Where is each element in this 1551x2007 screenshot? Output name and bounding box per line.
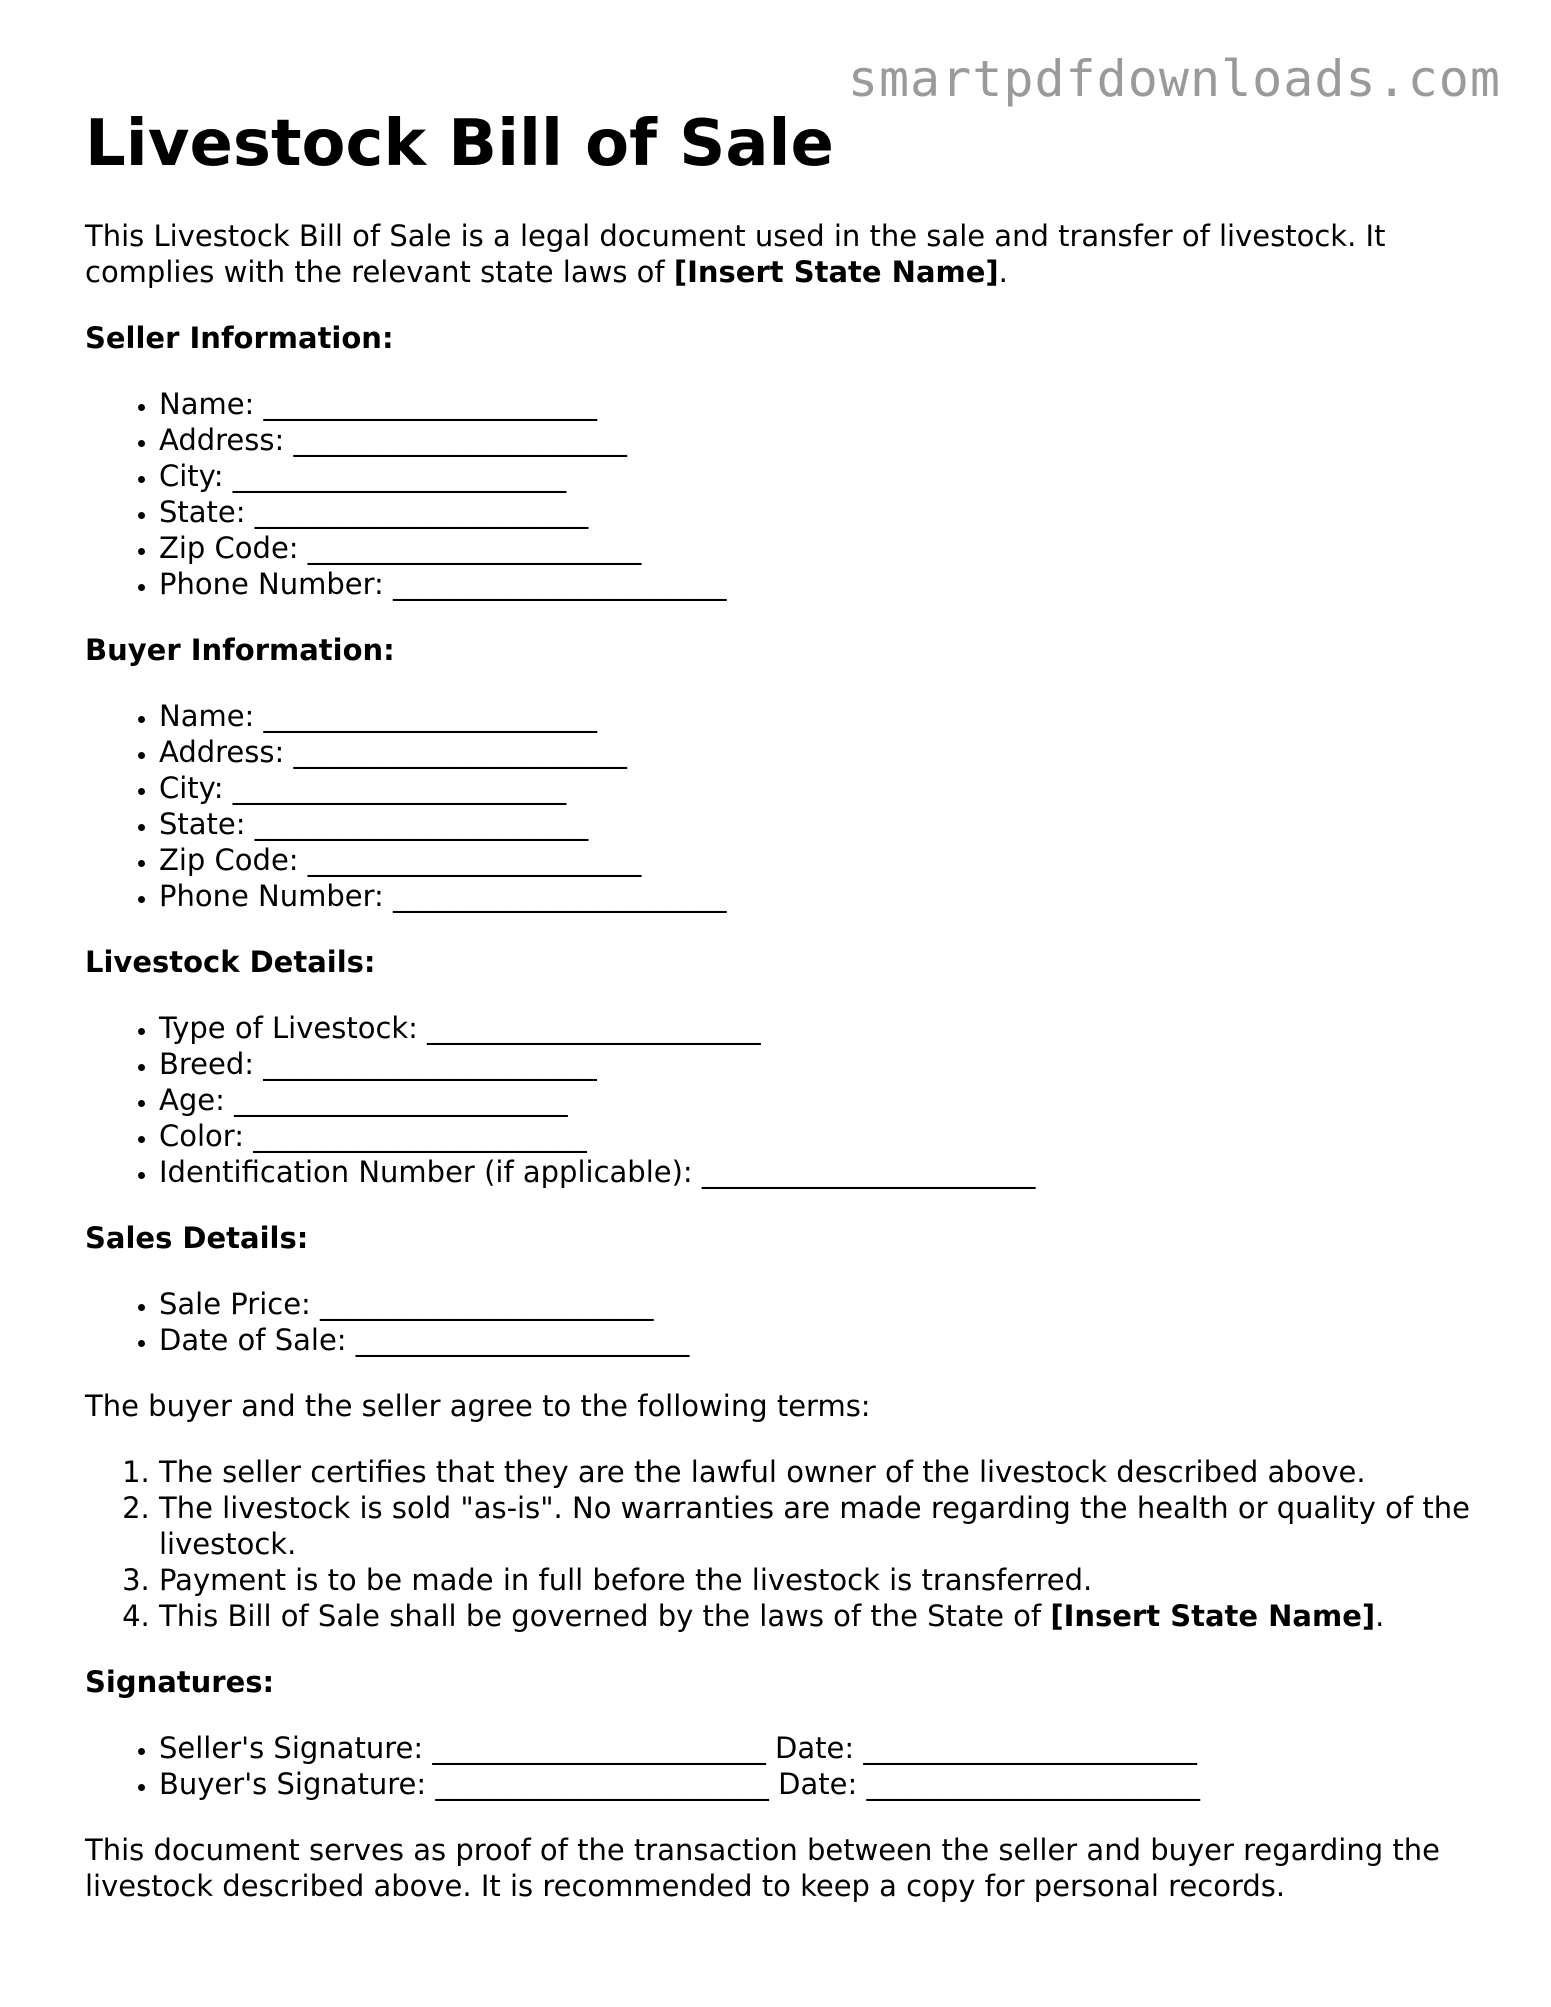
signatures-heading: Signatures: xyxy=(85,1665,275,1699)
livestock-field-list xyxy=(85,1010,1485,1190)
watermark: smartpdfdownloads.com xyxy=(847,50,1501,108)
closing-paragraph: This document serves as proof of the transaction between the seller and buyer regarding the livestock described above. It is recommended to keep a copy for personal records. xyxy=(85,1833,1440,1903)
term-item: 2. The livestock is sold "as-is". No warranties are made regarding the health or quality of the livestock. xyxy=(159,1490,1485,1562)
date-blank[interactable]: _______________________ xyxy=(866,1767,1200,1801)
blank-line[interactable]: _______________________ xyxy=(293,423,627,457)
state-placeholder: [Insert State Name] xyxy=(673,255,999,289)
livestock-heading: Livestock Details: xyxy=(85,945,376,979)
blank-line[interactable]: _______________________ xyxy=(307,531,642,565)
date-blank[interactable]: _______________________ xyxy=(863,1731,1197,1765)
seller-state-field: • State: _______________________ xyxy=(159,494,1485,530)
blank-line[interactable]: _______________________ xyxy=(393,879,727,913)
livestock-breed-field: • Breed: _______________________ xyxy=(159,1046,1485,1082)
seller-city-field: • City: _______________________ xyxy=(159,458,1485,494)
signature-blank[interactable]: _______________________ xyxy=(435,1767,769,1801)
blank-line[interactable]: _______________________ xyxy=(293,735,627,769)
intro-text: This Livestock Bill of Sale is a legal document used in the sale and transfer of livestock. It complies with the relevant state laws of xyxy=(85,219,1386,289)
state-placeholder: [Insert State Name] xyxy=(1050,1599,1376,1633)
blank-line[interactable]: _______________________ xyxy=(393,567,727,601)
buyer-phone-field: • Phone Number: _______________________ xyxy=(159,878,1485,914)
seller-field-list xyxy=(85,386,1485,602)
blank-line[interactable]: _______________________ xyxy=(355,1323,690,1357)
blank-line[interactable]: _______________________ xyxy=(263,387,598,421)
buyer-field-list xyxy=(85,698,1485,914)
livestock-age-field: • Age: _______________________ xyxy=(159,1082,1485,1118)
term-item: 1. The seller certifies that they are the lawful owner of the livestock described above. xyxy=(159,1454,1485,1490)
sales-heading: Sales Details: xyxy=(85,1221,309,1255)
blank-line[interactable]: _______________________ xyxy=(253,1119,587,1153)
document-body xyxy=(85,218,1485,1904)
buyer-name-field: • Name: _______________________ xyxy=(159,698,1485,734)
seller-name-field: • Name: _______________________ xyxy=(159,386,1485,422)
buyer-zip-field: • Zip Code: _______________________ xyxy=(159,842,1485,878)
blank-line[interactable]: _______________________ xyxy=(307,843,642,877)
buyer-city-field: • City: _______________________ xyxy=(159,770,1485,806)
blank-line[interactable]: _______________________ xyxy=(234,1083,568,1117)
document-title: Livestock Bill of Sale xyxy=(85,107,834,181)
term-item: 3. Payment is to be made in full before the livestock is transferred. xyxy=(159,1562,1485,1598)
livestock-color-field: • Color: _______________________ xyxy=(159,1118,1485,1154)
sale-price-field: • Sale Price: _______________________ xyxy=(159,1286,1485,1322)
blank-line[interactable]: _______________________ xyxy=(263,1047,597,1081)
terms-intro: The buyer and the seller agree to the following terms: xyxy=(85,1389,871,1423)
blank-line[interactable]: _______________________ xyxy=(254,495,589,529)
livestock-type-field: • Type of Livestock: _______________________ xyxy=(159,1010,1485,1046)
terms-list xyxy=(85,1454,1485,1634)
seller-address-field: • Address: _______________________ xyxy=(159,422,1485,458)
buyer-heading: Buyer Information: xyxy=(85,633,395,667)
livestock-id-field: • Identification Number (if applicable): _______________________ xyxy=(159,1154,1485,1190)
buyer-address-field: • Address: _______________________ xyxy=(159,734,1485,770)
blank-line[interactable]: _______________________ xyxy=(232,771,567,805)
seller-signature-row: • Seller's Signature: _______________________ Date: _______________________ xyxy=(159,1730,1485,1766)
intro-text-end: . xyxy=(998,255,1008,289)
term-item: 4. This Bill of Sale shall be governed by the laws of the State of [Insert State Name]. xyxy=(159,1598,1485,1634)
blank-line[interactable]: _______________________ xyxy=(320,1287,654,1321)
sale-date-field: • Date of Sale: _______________________ xyxy=(159,1322,1485,1358)
blank-line[interactable]: _______________________ xyxy=(427,1011,761,1045)
seller-zip-field: • Zip Code: _______________________ xyxy=(159,530,1485,566)
blank-line[interactable]: _______________________ xyxy=(254,807,589,841)
buyer-signature-row: • Buyer's Signature: _______________________ Date: _______________________ xyxy=(159,1766,1485,1802)
buyer-state-field: • State: _______________________ xyxy=(159,806,1485,842)
blank-line[interactable]: _______________________ xyxy=(263,699,598,733)
blank-line[interactable]: _______________________ xyxy=(701,1155,1036,1189)
sales-field-list xyxy=(85,1286,1485,1358)
seller-heading: Seller Information: xyxy=(85,321,394,355)
blank-line[interactable]: _______________________ xyxy=(232,459,567,493)
intro-paragraph xyxy=(85,218,1485,290)
seller-phone-field: • Phone Number: _______________________ xyxy=(159,566,1485,602)
signature-blank[interactable]: _______________________ xyxy=(432,1731,766,1765)
signature-list xyxy=(85,1730,1485,1802)
